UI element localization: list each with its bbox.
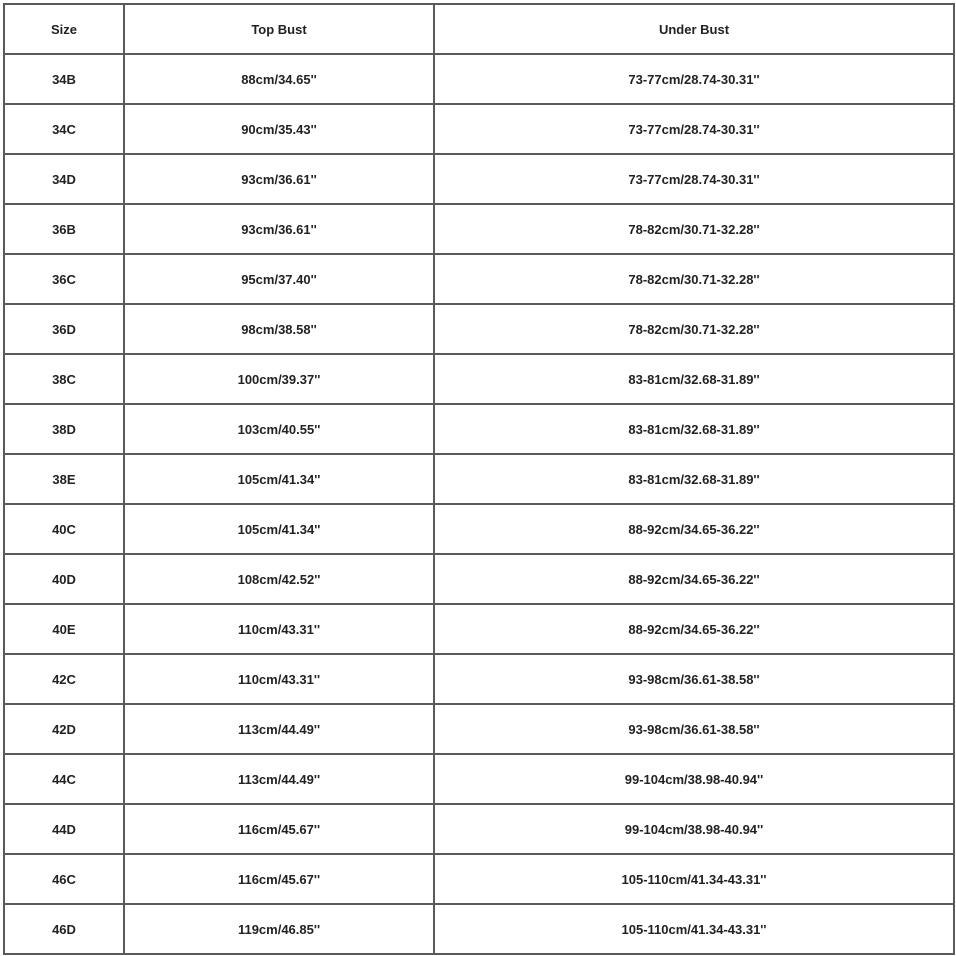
cell-top-bust: 95cm/37.40'' xyxy=(124,254,434,304)
cell-size: 40C xyxy=(4,504,124,554)
header-top-bust: Top Bust xyxy=(124,4,434,54)
cell-size: 34B xyxy=(4,54,124,104)
cell-size: 38D xyxy=(4,404,124,454)
cell-top-bust: 90cm/35.43'' xyxy=(124,104,434,154)
cell-size: 34D xyxy=(4,154,124,204)
table-row xyxy=(4,104,954,154)
cell-under-bust: 73-77cm/28.74-30.31'' xyxy=(434,54,954,104)
table-row xyxy=(4,354,954,404)
cell-under-bust: 78-82cm/30.71-32.28'' xyxy=(434,254,954,304)
cell-size: 46D xyxy=(4,904,124,954)
cell-top-bust: 105cm/41.34'' xyxy=(124,454,434,504)
cell-under-bust: 83-81cm/32.68-31.89'' xyxy=(434,354,954,404)
header-size: Size xyxy=(4,4,124,54)
cell-size: 42D xyxy=(4,704,124,754)
cell-size: 40E xyxy=(4,604,124,654)
header-row xyxy=(4,4,954,54)
cell-size: 38E xyxy=(4,454,124,504)
header-under-bust: Under Bust xyxy=(434,4,954,54)
cell-size: 34C xyxy=(4,104,124,154)
table-row xyxy=(4,154,954,204)
cell-top-bust: 93cm/36.61'' xyxy=(124,204,434,254)
table-row xyxy=(4,704,954,754)
cell-under-bust: 99-104cm/38.98-40.94'' xyxy=(434,754,954,804)
table-row xyxy=(4,404,954,454)
table-row xyxy=(4,554,954,604)
cell-top-bust: 88cm/34.65'' xyxy=(124,54,434,104)
cell-size: 36B xyxy=(4,204,124,254)
cell-under-bust: 73-77cm/28.74-30.31'' xyxy=(434,154,954,204)
cell-under-bust: 88-92cm/34.65-36.22'' xyxy=(434,604,954,654)
cell-under-bust: 105-110cm/41.34-43.31'' xyxy=(434,904,954,954)
cell-size: 42C xyxy=(4,654,124,704)
table-row xyxy=(4,454,954,504)
cell-under-bust: 78-82cm/30.71-32.28'' xyxy=(434,204,954,254)
cell-under-bust: 88-92cm/34.65-36.22'' xyxy=(434,504,954,554)
cell-top-bust: 93cm/36.61'' xyxy=(124,154,434,204)
table-row xyxy=(4,254,954,304)
cell-size: 40D xyxy=(4,554,124,604)
cell-top-bust: 108cm/42.52'' xyxy=(124,554,434,604)
cell-under-bust: 93-98cm/36.61-38.58'' xyxy=(434,654,954,704)
size-chart-container xyxy=(3,3,953,953)
table-row xyxy=(4,804,954,854)
cell-under-bust: 99-104cm/38.98-40.94'' xyxy=(434,804,954,854)
table-body xyxy=(4,54,954,954)
cell-size: 36C xyxy=(4,254,124,304)
cell-top-bust: 116cm/45.67'' xyxy=(124,804,434,854)
table-row xyxy=(4,204,954,254)
cell-top-bust: 100cm/39.37'' xyxy=(124,354,434,404)
cell-top-bust: 103cm/40.55'' xyxy=(124,404,434,454)
cell-size: 44D xyxy=(4,804,124,854)
cell-top-bust: 113cm/44.49'' xyxy=(124,754,434,804)
cell-top-bust: 119cm/46.85'' xyxy=(124,904,434,954)
table-row xyxy=(4,754,954,804)
table-row xyxy=(4,304,954,354)
cell-size: 36D xyxy=(4,304,124,354)
table-row xyxy=(4,654,954,704)
cell-under-bust: 73-77cm/28.74-30.31'' xyxy=(434,104,954,154)
cell-size: 44C xyxy=(4,754,124,804)
cell-top-bust: 110cm/43.31'' xyxy=(124,654,434,704)
cell-top-bust: 110cm/43.31'' xyxy=(124,604,434,654)
table-row xyxy=(4,604,954,654)
table-row xyxy=(4,854,954,904)
cell-under-bust: 105-110cm/41.34-43.31'' xyxy=(434,854,954,904)
cell-top-bust: 98cm/38.58'' xyxy=(124,304,434,354)
cell-under-bust: 78-82cm/30.71-32.28'' xyxy=(434,304,954,354)
cell-under-bust: 83-81cm/32.68-31.89'' xyxy=(434,454,954,504)
table-row xyxy=(4,904,954,954)
cell-under-bust: 83-81cm/32.68-31.89'' xyxy=(434,404,954,454)
cell-under-bust: 88-92cm/34.65-36.22'' xyxy=(434,554,954,604)
cell-top-bust: 105cm/41.34'' xyxy=(124,504,434,554)
size-chart-table xyxy=(3,3,955,955)
cell-top-bust: 116cm/45.67'' xyxy=(124,854,434,904)
cell-size: 38C xyxy=(4,354,124,404)
cell-top-bust: 113cm/44.49'' xyxy=(124,704,434,754)
table-row xyxy=(4,504,954,554)
cell-size: 46C xyxy=(4,854,124,904)
cell-under-bust: 93-98cm/36.61-38.58'' xyxy=(434,704,954,754)
table-row xyxy=(4,54,954,104)
